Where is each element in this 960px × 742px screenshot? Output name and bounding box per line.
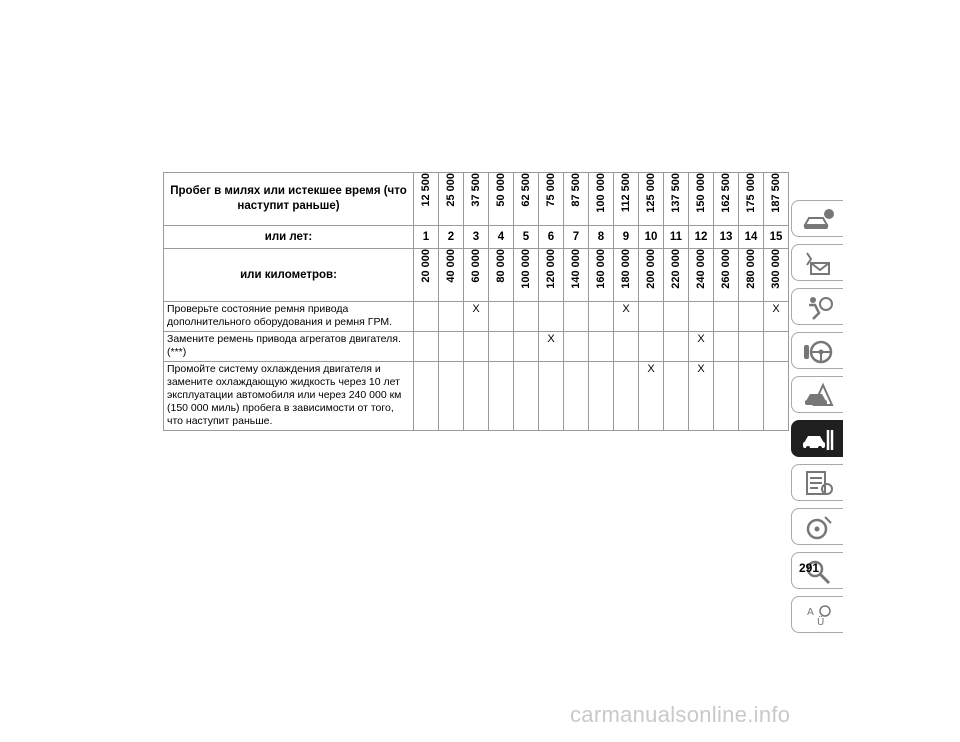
years-header-cell: 1 <box>414 226 439 249</box>
interval-mark <box>514 302 539 332</box>
years-header-cell: 5 <box>514 226 539 249</box>
miles-header-cell <box>414 173 439 226</box>
interval-mark <box>414 302 439 332</box>
years-header-cell: 2 <box>439 226 464 249</box>
table-row <box>164 362 789 431</box>
km-header-row <box>164 249 789 302</box>
interval-mark <box>589 362 614 431</box>
interval-mark <box>714 362 739 431</box>
miles-value: 25 000 <box>445 173 457 207</box>
svg-text:Ü: Ü <box>816 616 824 628</box>
table-row <box>164 302 789 332</box>
interval-mark <box>739 332 764 362</box>
svg-text:A: A <box>806 606 814 618</box>
chapter-tab[interactable] <box>791 464 843 501</box>
miles-header-cell <box>739 173 764 226</box>
years-header-label: или лет: <box>164 226 414 249</box>
miles-value: 175 000 <box>745 173 757 213</box>
km-header-cell <box>464 249 489 302</box>
miles-header-cell <box>489 173 514 226</box>
km-value: 120 000 <box>545 249 557 289</box>
miles-header-cell <box>664 173 689 226</box>
multimedia-disc-icon <box>801 513 835 541</box>
miles-header-cell <box>464 173 489 226</box>
miles-value: 162 500 <box>720 173 732 213</box>
miles-header-cell <box>439 173 464 226</box>
years-header-cell: 7 <box>564 226 589 249</box>
car-info-icon <box>801 205 835 233</box>
table-row <box>164 332 789 362</box>
interval-mark <box>689 302 714 332</box>
interval-mark <box>464 362 489 431</box>
km-header-cell <box>739 249 764 302</box>
km-value: 20 000 <box>420 249 432 283</box>
years-header-cell: 6 <box>539 226 564 249</box>
watermark: carmanualsonline.info <box>570 702 791 727</box>
years-header-cell: 4 <box>489 226 514 249</box>
chapter-tab[interactable] <box>791 596 843 633</box>
km-header-label: или километров: <box>164 249 414 302</box>
miles-value: 50 000 <box>495 173 507 207</box>
years-header-cell: 11 <box>664 226 689 249</box>
km-header-cell <box>614 249 639 302</box>
interval-mark <box>639 332 664 362</box>
interval-mark <box>539 302 564 332</box>
interval-mark <box>514 332 539 362</box>
km-header-cell <box>514 249 539 302</box>
interval-mark: X <box>614 302 639 332</box>
task-description: Промойте систему охлаждения двигателя и замените охлаждающую жидкость через 10 лет эксплуатации автомобиля или через 240 000 км (150 000 миль) пробега в зависимости от того, что наступит раньше. <box>164 362 414 431</box>
interval-mark: X <box>689 332 714 362</box>
task-description: Замените ремень привода агрегатов двигателя. (***) <box>164 332 414 362</box>
car-service-tools-icon <box>801 425 835 453</box>
km-value: 140 000 <box>570 249 582 289</box>
interval-mark <box>564 332 589 362</box>
interval-mark <box>489 362 514 431</box>
interval-mark: X <box>689 362 714 431</box>
km-value: 300 000 <box>770 249 782 289</box>
interval-mark <box>464 332 489 362</box>
miles-header-cell <box>689 173 714 226</box>
km-value: 220 000 <box>670 249 682 289</box>
interval-mark <box>489 332 514 362</box>
interval-mark <box>664 362 689 431</box>
chapter-tab[interactable] <box>791 508 843 545</box>
envelope-signal-icon <box>801 249 835 277</box>
km-value: 200 000 <box>645 249 657 289</box>
interval-mark <box>439 332 464 362</box>
steering-wheel-icon <box>801 337 835 365</box>
miles-header-cell <box>589 173 614 226</box>
interval-mark <box>514 362 539 431</box>
km-header-cell <box>664 249 689 302</box>
chapter-tab[interactable] <box>791 200 843 237</box>
km-header-cell <box>539 249 564 302</box>
interval-mark <box>764 362 789 431</box>
years-header-cell: 3 <box>464 226 489 249</box>
miles-value: 187 500 <box>770 173 782 213</box>
interval-mark <box>414 332 439 362</box>
years-header-cell: 8 <box>589 226 614 249</box>
km-header-cell <box>689 249 714 302</box>
miles-header-cell <box>514 173 539 226</box>
interval-mark <box>414 362 439 431</box>
miles-value: 12 500 <box>420 173 432 207</box>
years-header-cell: 15 <box>764 226 789 249</box>
chapter-tab[interactable] <box>791 244 843 281</box>
km-value: 40 000 <box>445 249 457 283</box>
page-number: 291 <box>799 561 820 575</box>
miles-header-row <box>164 173 789 226</box>
years-header-row <box>164 226 789 249</box>
interval-mark <box>664 302 689 332</box>
interval-mark <box>714 302 739 332</box>
interval-mark <box>764 332 789 362</box>
interval-mark <box>739 362 764 431</box>
miles-value: 87 500 <box>570 173 582 207</box>
miles-value: 150 000 <box>695 173 707 213</box>
interval-mark <box>489 302 514 332</box>
task-description: Проверьте состояние ремня привода дополнительного оборудования и ремня ГРМ. <box>164 302 414 332</box>
chapter-tab[interactable] <box>791 420 843 457</box>
km-value: 100 000 <box>520 249 532 289</box>
interval-mark <box>439 362 464 431</box>
miles-value: 75 000 <box>545 173 557 207</box>
miles-header-cell <box>764 173 789 226</box>
miles-header-cell <box>714 173 739 226</box>
km-value: 260 000 <box>720 249 732 289</box>
miles-header-cell <box>614 173 639 226</box>
interval-mark <box>589 332 614 362</box>
interval-mark <box>739 302 764 332</box>
km-header-cell <box>564 249 589 302</box>
years-header-cell: 13 <box>714 226 739 249</box>
km-value: 80 000 <box>495 249 507 283</box>
interval-mark: X <box>539 332 564 362</box>
chapter-tab[interactable] <box>791 332 843 369</box>
km-value: 180 000 <box>620 249 632 289</box>
km-header-cell <box>714 249 739 302</box>
years-header-cell: 14 <box>739 226 764 249</box>
years-header-cell: 9 <box>614 226 639 249</box>
km-header-cell <box>639 249 664 302</box>
miles-header-label: Пробег в милях или истекшее время (что наступит раньше) <box>164 173 414 226</box>
miles-value: 137 500 <box>670 173 682 213</box>
km-header-cell <box>589 249 614 302</box>
miles-value: 62 500 <box>520 173 532 207</box>
interval-mark <box>564 302 589 332</box>
specifications-list-icon <box>801 469 835 497</box>
chapter-tab[interactable] <box>791 376 843 413</box>
maintenance-schedule-table <box>163 172 789 431</box>
km-header-cell <box>439 249 464 302</box>
km-header-cell <box>489 249 514 302</box>
interval-mark <box>439 302 464 332</box>
miles-value: 100 000 <box>595 173 607 213</box>
years-header-cell: 10 <box>639 226 664 249</box>
interval-mark <box>539 362 564 431</box>
interval-mark <box>589 302 614 332</box>
interval-mark <box>614 332 639 362</box>
interval-mark: X <box>764 302 789 332</box>
interval-mark <box>714 332 739 362</box>
interval-mark <box>614 362 639 431</box>
languages-icon <box>801 601 835 629</box>
km-value: 280 000 <box>745 249 757 289</box>
years-header-cell: 12 <box>689 226 714 249</box>
km-value: 60 000 <box>470 249 482 283</box>
miles-header-cell <box>539 173 564 226</box>
interval-mark <box>564 362 589 431</box>
miles-value: 37 500 <box>470 173 482 207</box>
interval-mark: X <box>464 302 489 332</box>
miles-header-cell <box>639 173 664 226</box>
chapter-tab[interactable] <box>791 288 843 325</box>
km-value: 240 000 <box>695 249 707 289</box>
interval-mark <box>664 332 689 362</box>
airbag-person-icon <box>801 293 835 321</box>
km-header-cell <box>764 249 789 302</box>
km-header-cell <box>414 249 439 302</box>
interval-mark: X <box>639 362 664 431</box>
miles-value: 125 000 <box>645 173 657 213</box>
interval-mark <box>639 302 664 332</box>
emergency-car-icon <box>801 381 835 409</box>
miles-value: 112 500 <box>620 173 632 213</box>
miles-header-cell <box>564 173 589 226</box>
km-value: 160 000 <box>595 249 607 289</box>
